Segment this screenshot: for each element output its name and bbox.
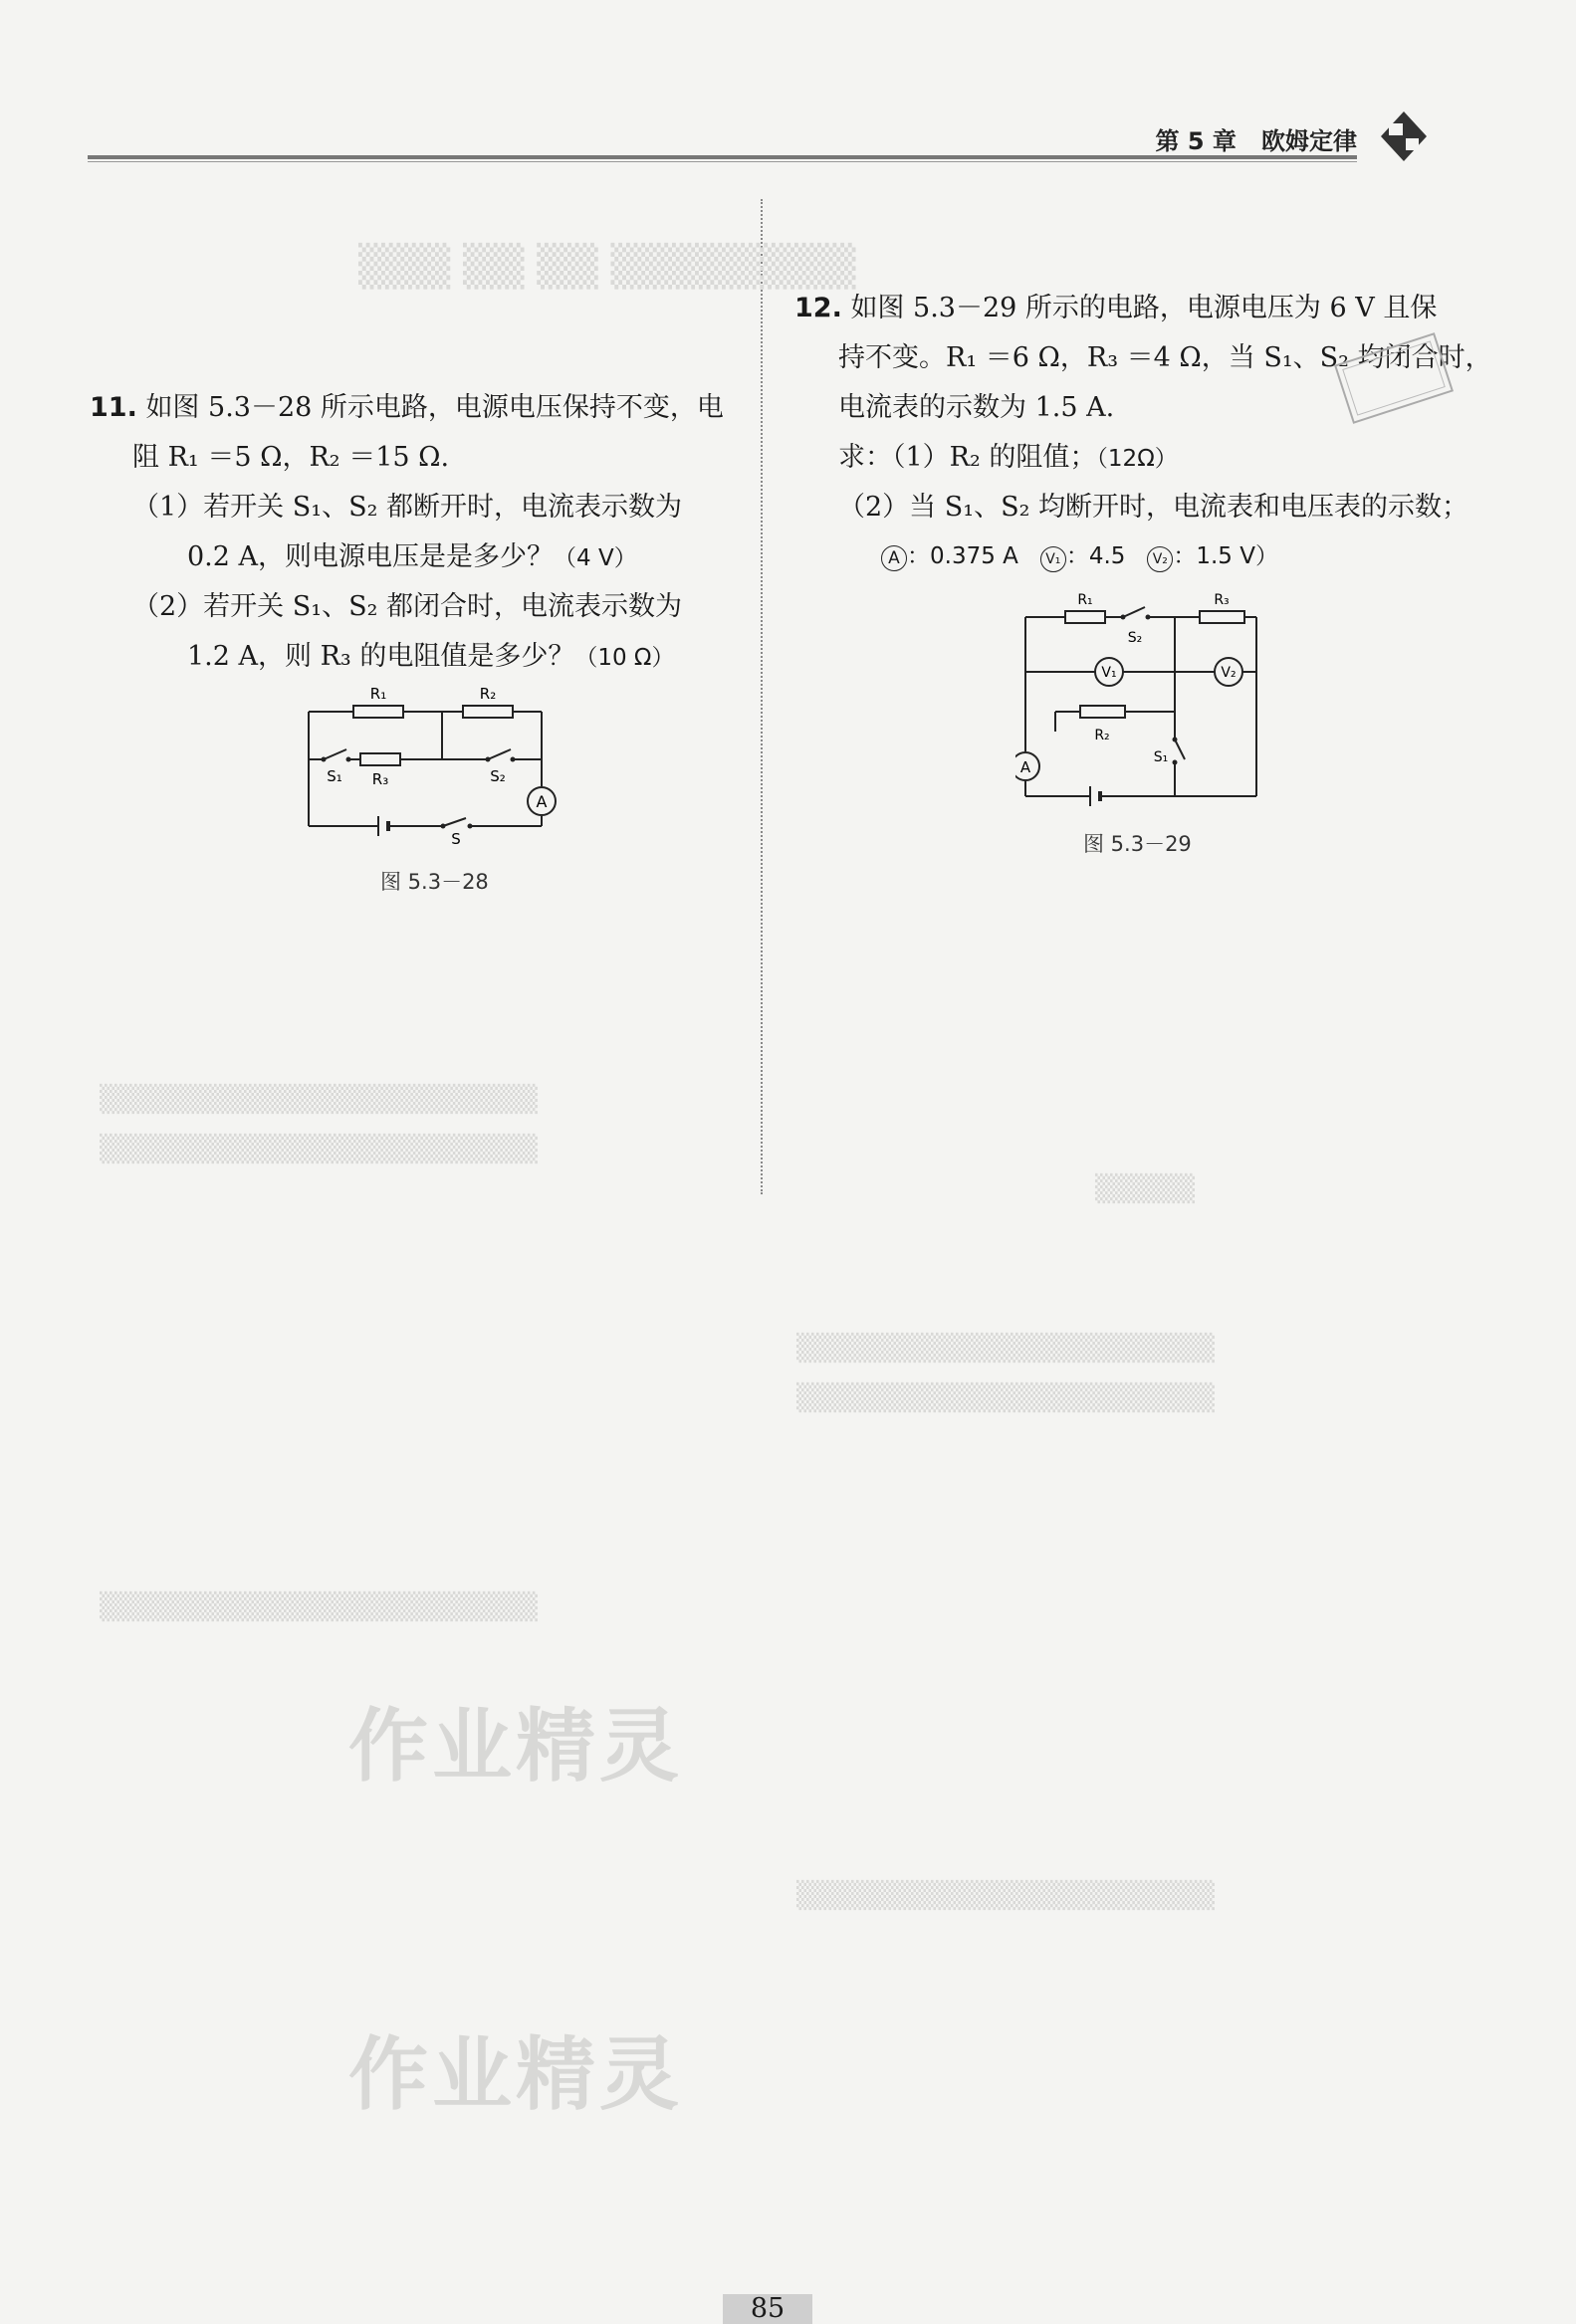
q11-text-1: 如图 5.3－28 所示电路，电源电压保持不变，电 [145,392,724,423]
watermark-2: 作业精灵 [348,2028,683,2121]
q12-stem-line2: 持不变。R₁ ＝6 Ω，R₃ ＝4 Ω，当 S₁、S₂ 均闭合时， [838,342,1492,373]
ammeter-label: A [536,792,548,811]
label-v2: V₂ [1221,665,1237,681]
bleed-through-right-3: ▒▒▒▒▒▒▒▒▒▒▒▒▒▒▒▒▒▒▒▒▒ [796,1383,1215,1413]
ammeter-answer-value: ：0.375 A [907,543,1018,569]
chapter-header [1156,121,1358,156]
voltmeter2-answer-icon: V₂ [1147,546,1173,572]
bleed-through-right-1: ▒▒▒▒▒ [1095,1174,1195,1204]
circuit-figure-28 [299,682,567,846]
bleed-through-text: ▒▒▒ ▒▒ ▒▒ ▒▒▒▒▒▒▒▒ [358,244,856,290]
q12-part2-answer [881,537,1278,572]
q12-number: 12. [794,293,842,323]
voltmeter1-answer-icon: V₁ [1040,546,1066,572]
label-s2: S₂ [490,767,506,785]
header-rule-thin [88,161,1357,162]
q12-part2: （2）当 S₁、S₂ 均断开时，电流表和电压表的示数； [838,492,1468,523]
label-r3: R₃ [1214,592,1230,608]
label-r3: R₃ [371,770,389,788]
chapter-logo-icon [1379,109,1429,164]
label-s2: S₂ [1127,630,1143,646]
q11-part1-line1: （1）若开关 S₁、S₂ 都断开时，电流表示数为 [132,492,682,523]
figure-29-caption: 图 5.3－29 [1083,832,1192,856]
bleed-through-right-4: ▒▒▒▒▒▒▒▒▒▒▒▒▒▒▒▒▒▒▒▒▒ [796,1881,1215,1911]
watermark-1: 作业精灵 [348,1700,683,1793]
figure-28-caption: 图 5.3－28 [380,870,489,894]
q11-part2-line1: （2）若开关 S₁、S₂ 都闭合时，电流表示数为 [132,591,682,622]
q11-part1-answer: （4 V） [554,545,637,571]
label-s: S [451,830,461,846]
circuit-figure-29 [1015,582,1284,811]
label-r1: R₁ [369,685,387,703]
q11-number: 11. [90,392,137,423]
q12-stem-line1 [794,284,1437,333]
q12-part1-question: 求：（1）R₂ 的阻值； [838,442,1097,473]
voltmeter2-answer-value: ：1.5 V） [1173,543,1278,569]
q11-part2-line2 [187,632,675,683]
q12-stem-line3: 电流表的示数为 1.5 A. [838,392,1115,423]
label-r1: R₁ [1077,592,1093,608]
page-number: 85 [723,2294,812,2324]
q11-part2-question: 1.2 A，则 R₃ 的电阻值是多少？ [187,641,575,672]
q12-part1 [838,433,1178,484]
bleed-through-right-2: ▒▒▒▒▒▒▒▒▒▒▒▒▒▒▒▒▒▒▒▒▒ [796,1334,1215,1364]
q11-part1-question: 0.2 A，则电源电压是是多少？ [187,541,555,572]
header-rule [88,155,1357,159]
voltmeter1-answer-value: ：4.5 [1065,543,1126,569]
ammeter-answer-icon: A [881,545,907,571]
q11-stem-line1 [90,383,724,433]
stamp-logo [1334,328,1454,428]
bleed-through-left-2: ▒▒▒▒▒▒▒▒▒▒▒▒▒▒▒▒▒▒▒▒▒▒ [100,1135,538,1164]
q12-part1-answer: （12Ω） [1096,446,1178,472]
label-s1: S₁ [1153,749,1169,765]
label-s1: S₁ [327,767,342,785]
label-v1: V₁ [1101,665,1117,681]
q12-text-1: 如图 5.3－29 所示的电路，电源电压为 6 V 且保 [850,293,1438,323]
label-r2: R₂ [1094,728,1110,743]
label-r2: R₂ [479,685,497,703]
q11-stem-line2: 阻 R₁ ＝5 Ω，R₂ ＝15 Ω. [132,442,450,473]
column-divider [761,199,763,1194]
bleed-through-left-1: ▒▒▒▒▒▒▒▒▒▒▒▒▒▒▒▒▒▒▒▒▒▒ [100,1085,538,1115]
q11-part2-answer: （10 Ω） [574,645,675,671]
chapter-number: 第 5 章 [1155,127,1237,155]
chapter-title: 欧姆定律 [1261,127,1357,155]
label-a: A [1019,758,1031,776]
q11-part1-line2 [187,532,637,583]
bleed-through-left-3: ▒▒▒▒▒▒▒▒▒▒▒▒▒▒▒▒▒▒▒▒▒▒ [100,1592,538,1622]
